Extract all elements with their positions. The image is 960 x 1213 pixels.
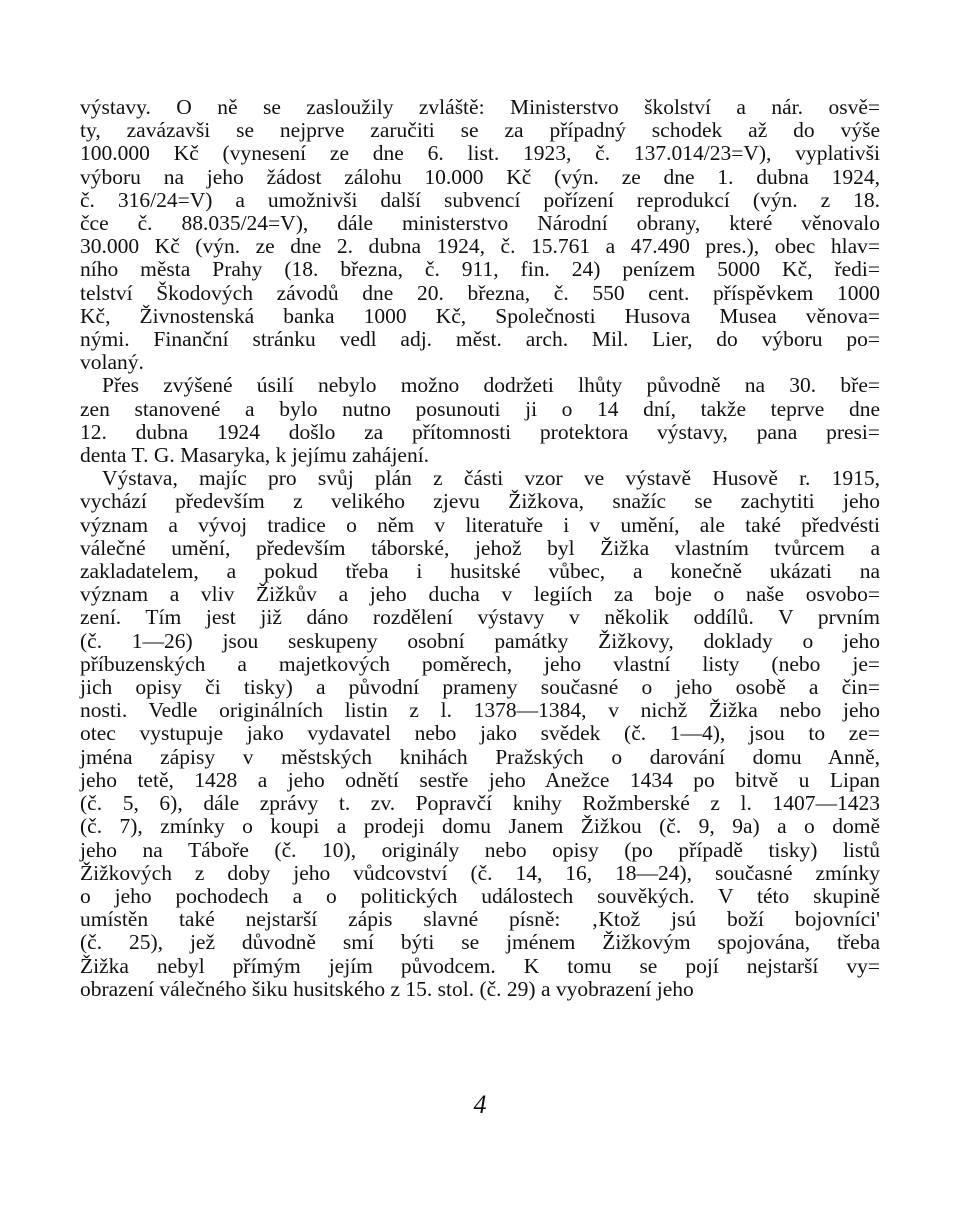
text-line: (č. 7), zmínky o koupi a prodeji domu Janem Žižkou (č. 9, 9a) a o domě	[80, 814, 880, 839]
text-line: (č. 25), jež důvodně smí býti se jménem Žižkovým spojována, třeba	[80, 930, 880, 955]
text-line: Žižka nebyl přímým jejím původcem. K tomu se pojí nejstarší vy=	[80, 953, 880, 978]
text-line: o jeho pochodech a o politických událostech souvěkých. V této skupině	[80, 883, 880, 908]
text-line: denta T. G. Masaryka, k jejímu zahájení.	[80, 443, 430, 468]
text-line: příbuzenských a majetkových poměrech, jeho vlastní listy (nebo je=	[80, 651, 880, 676]
text-line: obrazení válečného šiku husitského z 15. stol. (č. 29) a vyobrazení jeho	[80, 976, 694, 1001]
text-line: jeho tetě, 1428 a jeho odnětí sestře jeho Anežce 1434 po bitvě u Lipan	[80, 767, 880, 792]
text-line: nosti. Vedle originálních listin z l. 1378—1384, v nichž Žižka nebo jeho	[80, 698, 880, 723]
paragraph	[80, 96, 880, 374]
text-line: zakladatelem, a pokud třeba i husitské vůbec, a konečně ukázati na	[80, 559, 880, 584]
text-line: zen stanovené a bylo nutno posunouti ji o 14 dní, takže teprve dne	[80, 396, 880, 421]
paragraph	[80, 467, 880, 1001]
text-line: výstavy. O ně se zasloužily zvláště: Ministerstvo školství a nár. osvě=	[80, 95, 880, 119]
text-line: význam a vývoj tradice o něm v literatuře i v umění, ale také předvésti	[80, 512, 880, 537]
text-line: 100.000 Kč (vynesení ze dne 6. list. 1923, č. 137.014/23=V), vyplativši	[80, 141, 880, 166]
text-line: otec vystupuje jako vydavatel nebo jako svědek (č. 1—4), jsou to ze=	[80, 721, 880, 746]
text-line: (č. 5, 6), dále zprávy t. zv. Popravčí knihy Rožmberské z l. 1407—1423	[80, 791, 880, 816]
text-line: válečné umění, především táborské, jehož byl Žižka vlastním tvůrcem a	[80, 535, 880, 560]
text-line: (č. 1—26) jsou seskupeny osobní památky Žižkovy, doklady o jeho	[80, 628, 880, 653]
text-line: umístěn také nejstarší zápis slavné písně: ‚Ktož jsú boží bojovníci'	[80, 907, 880, 932]
text-line: Přes zvýšené úsilí nebylo možno dodržeti lhůty původně na 30. bře=	[102, 373, 880, 398]
text-line: Výstava, majíc pro svůj plán z části vzor ve výstavě Husově r. 1915,	[102, 466, 880, 491]
text-line: výboru na jeho žádost zálohu 10.000 Kč (výn. ze dne 1. dubna 1924,	[80, 164, 880, 189]
text-line: čce č. 88.035/24=V), dále ministerstvo Národní obrany, které věnovalo	[80, 211, 880, 236]
text-line: č. 316/24=V) a umožnivši další subvencí pořízení reprodukcí (výn. z 18.	[80, 187, 880, 212]
text-line: volaný.	[80, 350, 144, 375]
text-line: jména zápisy v městských knihách Pražských o darování domu Anně,	[80, 744, 880, 769]
text-line: jich opisy či tisky) a původní prameny současné o jeho osobě a čin=	[80, 675, 880, 700]
text-line: zení. Tím jest již dáno rozdělení výstavy v několik oddílů. V prvním	[80, 605, 880, 630]
text-line: jeho na Táboře (č. 10), originály nebo opisy (po případě tisky) listů	[80, 837, 880, 862]
text-line: význam a vliv Žižkův a jeho ducha v legiích za boje o naše osvobo=	[80, 582, 880, 607]
text-line: Žižkových z doby jeho vůdcovství (č. 14, 16, 18—24), současné zmínky	[80, 860, 880, 885]
text-line: vychází především z velikého zjevu Žižkova, snažíc se zachytiti jeho	[80, 489, 880, 514]
page-body	[80, 96, 880, 1001]
text-line: ního města Prahy (18. března, č. 911, fin. 24) penízem 5000 Kč, ředi=	[80, 257, 880, 282]
text-line: telství Škodových závodů dne 20. března, č. 550 cent. příspěvkem 1000	[80, 280, 880, 305]
text-line: 30.000 Kč (výn. ze dne 2. dubna 1924, č. 15.761 a 47.490 pres.), obec hlav=	[80, 234, 880, 259]
text-line: 12. dubna 1924 došlo za přítomnosti protektora výstavy, pana presi=	[80, 419, 880, 444]
text-line: ty, zavázavši se nejprve zaručiti se za případný schodek až do výše	[80, 118, 880, 143]
page-number: 4	[473, 1090, 487, 1119]
text-line: Kč, Živnostenská banka 1000 Kč, Společnosti Husova Musea věnova=	[80, 303, 880, 328]
paragraph	[80, 374, 880, 467]
text-line: nými. Finanční stránku vedl adj. měst. arch. Mil. Lier, do výboru po=	[80, 327, 880, 352]
